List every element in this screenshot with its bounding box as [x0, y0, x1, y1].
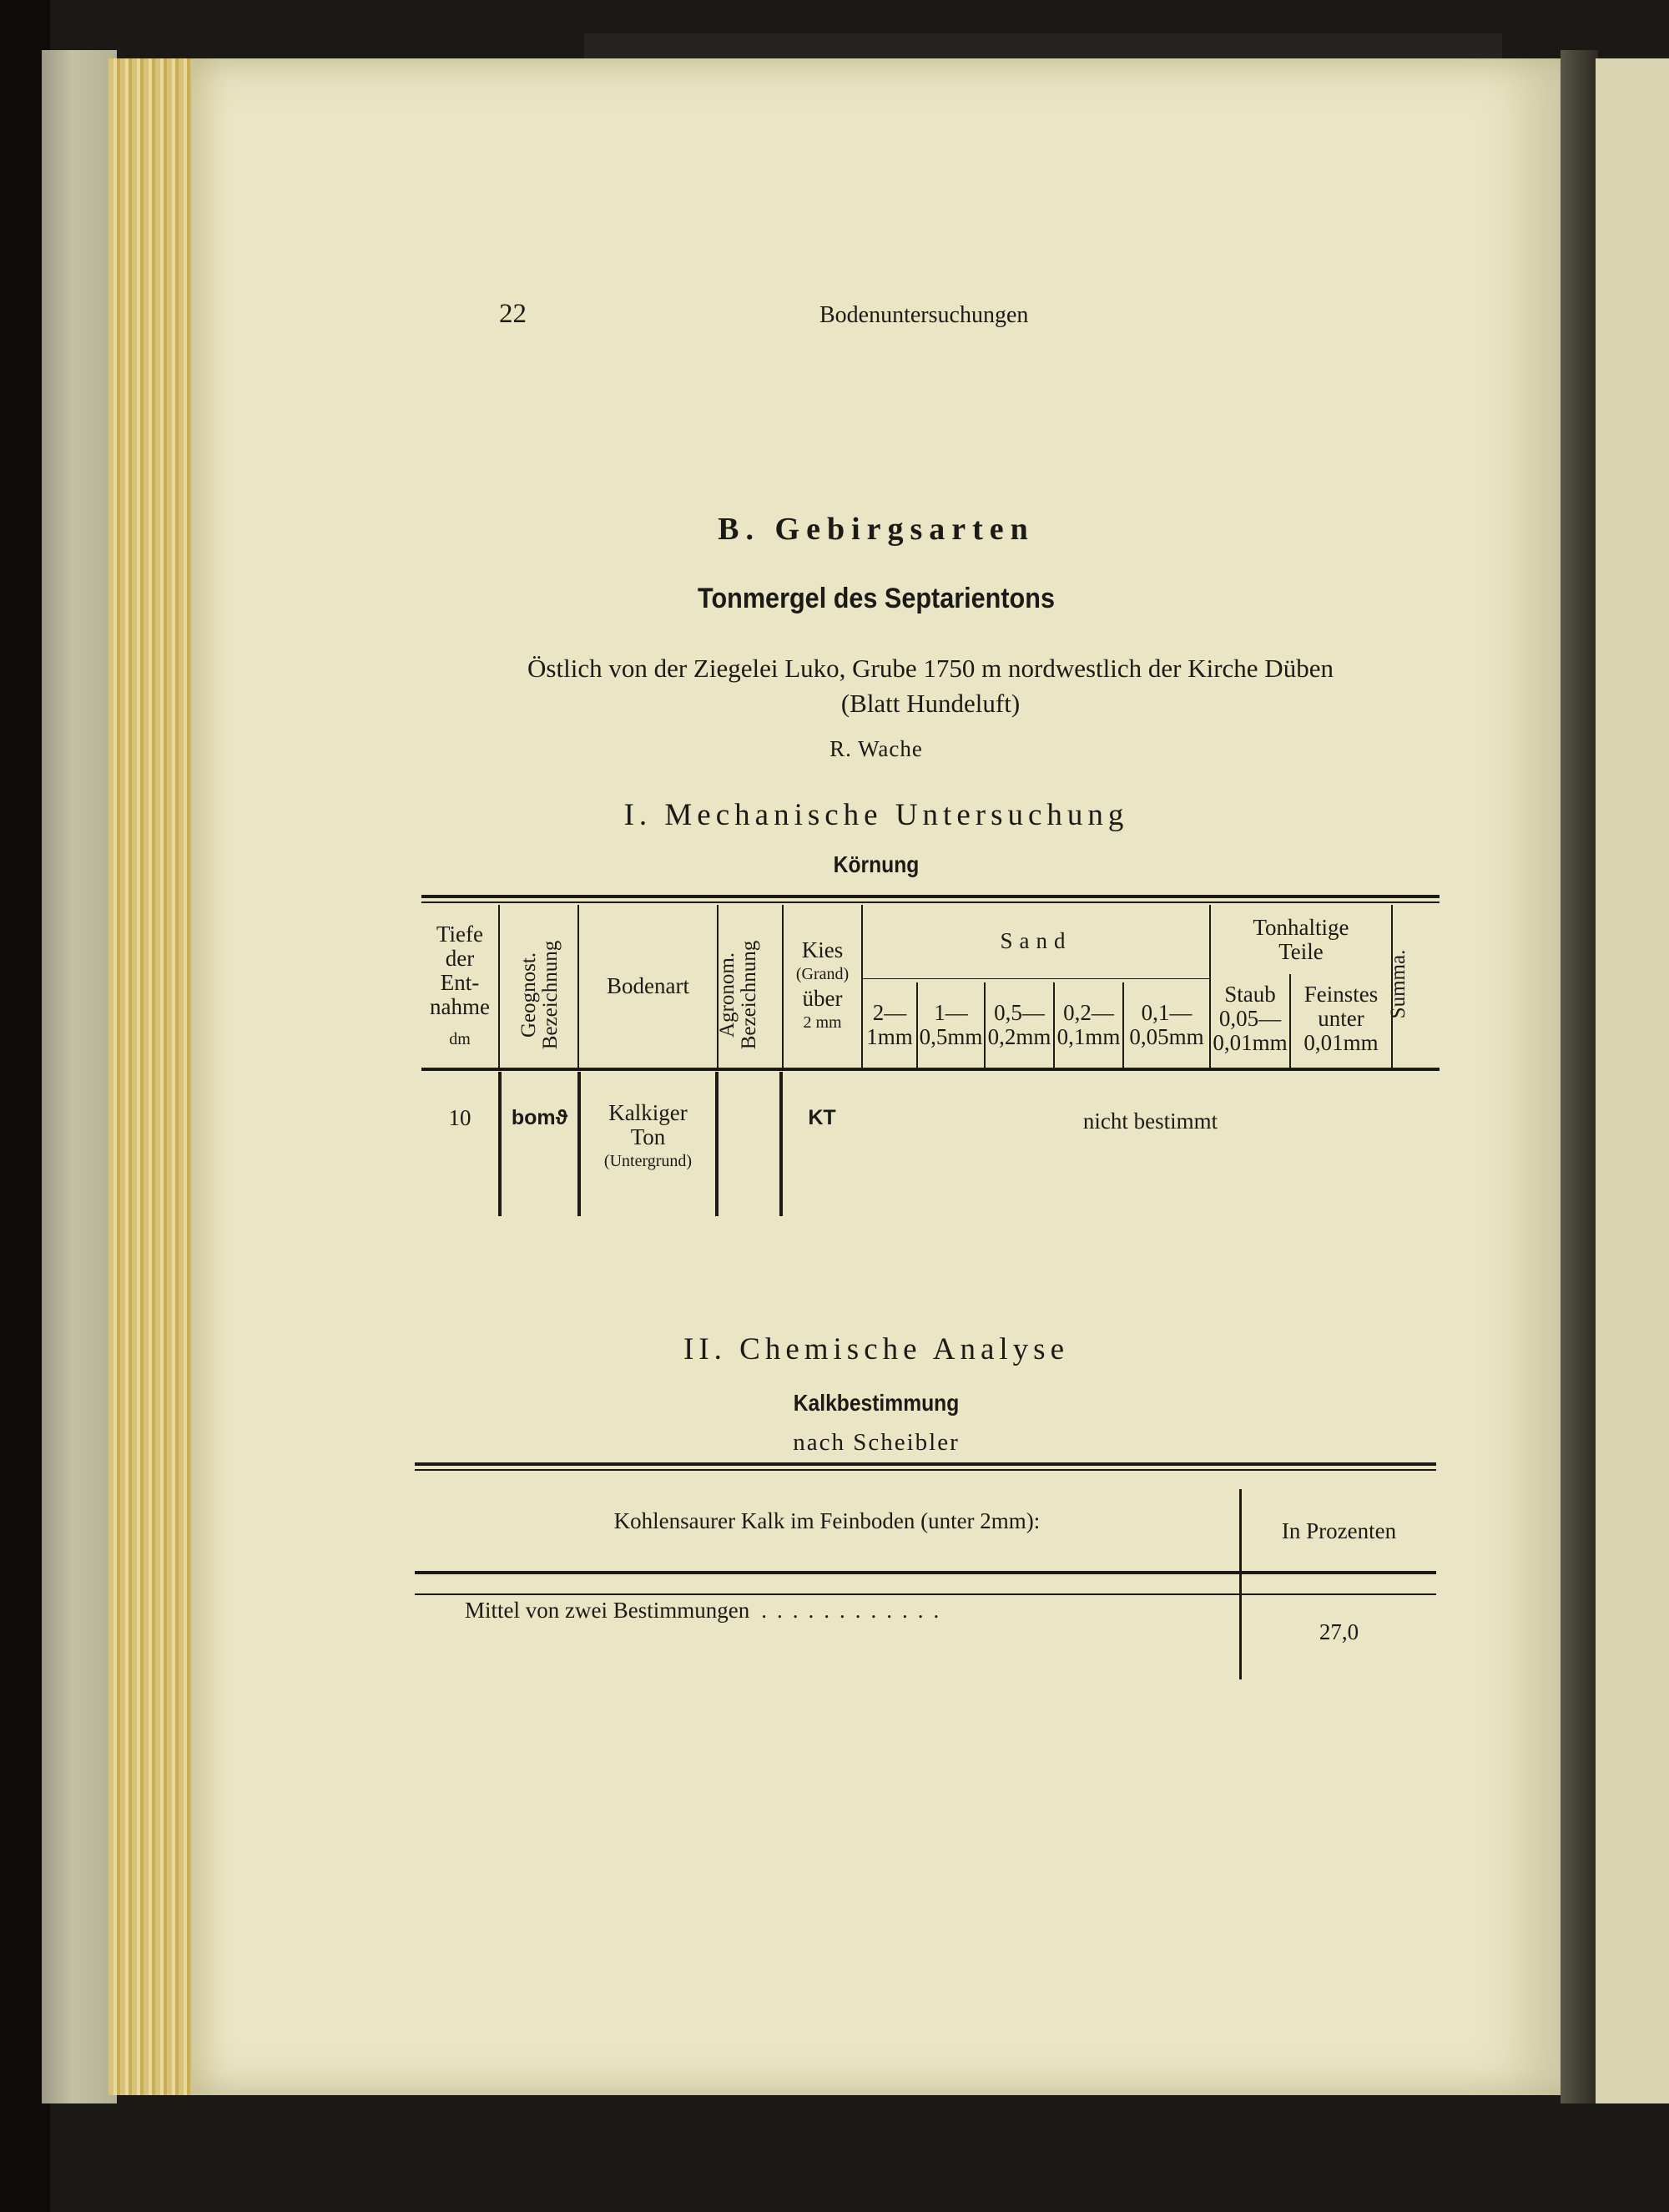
header-tonhaltige	[1211, 913, 1391, 967]
mechanical-subheading: Körnung	[833, 851, 920, 877]
table-rule-top	[421, 895, 1440, 898]
feinstes-line: unter	[1318, 1005, 1364, 1031]
table-rule-top	[415, 1462, 1436, 1466]
header-kies-line: (Grand)	[795, 965, 850, 983]
row-geognost-value: bomϑ	[511, 1105, 568, 1129]
location-text	[455, 651, 1406, 721]
header-sand-col	[986, 985, 1053, 1065]
chem-row-value-text: 27,0	[1319, 1619, 1359, 1644]
location-line-1: Östlich von der Ziegelei Luko, Grube 1750 m nordwestlich der Kirche Düben	[527, 654, 1334, 683]
table-vline	[715, 1072, 719, 1216]
sand-col-line: 2—	[872, 1000, 907, 1025]
header-geognost-line: Bezeichnung	[539, 940, 562, 1050]
book-cover-strip	[42, 50, 117, 2103]
section-title: Tonmergel des Septarientons	[698, 583, 1055, 614]
header-sand-col	[918, 985, 984, 1065]
row-bodenart-line: Ton	[630, 1124, 666, 1149]
header-agronom-line: Agronom.	[716, 952, 739, 1038]
table-rule-header	[421, 1068, 1440, 1071]
header-bodenart-label: Bodenart	[607, 973, 689, 998]
table-rule-body	[415, 1593, 1436, 1595]
chem-row-value	[1242, 1611, 1436, 1653]
chemical-method: nach Scheibler	[793, 1429, 960, 1456]
summa-label: Summa.	[1387, 949, 1409, 1019]
chem-row	[465, 1598, 1233, 1624]
sand-col-line: 0,05mm	[1129, 1024, 1204, 1049]
header-bodenart	[579, 905, 717, 1068]
location-line-2: (Blatt Hundeluft)	[840, 689, 1021, 718]
header-geognost	[518, 916, 562, 1074]
sand-col-line: 0,5—	[994, 1000, 1045, 1025]
sand-col-line: 1mm	[866, 1024, 913, 1049]
header-agronom-line: Bezeichnung	[738, 940, 760, 1050]
header-tiefe-unit: dm	[449, 1029, 471, 1048]
table-vline	[498, 905, 500, 1068]
feinstes-line: Feinstes	[1303, 981, 1379, 1007]
header-kies-line: 2 mm	[803, 1013, 842, 1032]
mechanical-heading: I. Mechanische Untersuchung	[623, 798, 1129, 832]
header-tiefe-line: nahme	[430, 993, 490, 1019]
sand-col-line: 0,1mm	[1056, 1024, 1121, 1049]
row-geognost	[502, 1072, 577, 1164]
running-head: Bodenuntersuchungen	[819, 302, 1029, 328]
table-rule-header	[415, 1571, 1436, 1574]
header-sand-col	[1055, 985, 1122, 1065]
sand-col-line: 0,5mm	[919, 1024, 983, 1049]
row-bodenart-line: (Untergrund)	[603, 1151, 693, 1170]
feinstes-line: 0,01mm	[1303, 1029, 1379, 1055]
header-agronom	[717, 916, 760, 1074]
header-sand-col	[863, 985, 916, 1065]
chem-col-label-text: Kohlensaurer Kalk im Feinboden (unter 2mm):	[613, 1507, 1041, 1533]
sand-col-line: 0,2—	[1063, 1000, 1114, 1025]
chemical-heading: II. Chemische Analyse	[683, 1332, 1069, 1366]
sand-col-line: 1—	[934, 1000, 968, 1025]
header-tiefe-line: Tiefe	[436, 921, 483, 947]
chem-row-dots: ............	[761, 1598, 950, 1623]
sand-subrule	[861, 978, 1209, 979]
row-bodenart	[581, 1078, 715, 1195]
chem-row-label: Mittel von zwei Bestimmungen	[465, 1598, 750, 1623]
header-kies-line: über	[802, 986, 843, 1011]
header-feinstes	[1291, 972, 1391, 1065]
table-rule-top-thin	[415, 1469, 1436, 1471]
section-heading: B. Gebirgsarten	[718, 512, 1035, 547]
next-page-edge	[1596, 58, 1669, 2103]
chem-col-label	[415, 1487, 1239, 1554]
mechanical-table	[421, 895, 1440, 1216]
chemical-subheading: Kalkbestimmung	[793, 1390, 960, 1416]
header-tiefe-line: Ent-	[440, 969, 480, 995]
header-staub	[1211, 972, 1289, 1065]
tonhaltige-line: Teile	[1278, 939, 1324, 964]
header-kies-line: Kies	[801, 937, 844, 962]
header-geognost-line: Geognost.	[517, 952, 540, 1038]
header-tiefe	[421, 912, 498, 1062]
sand-col-line: 0,1—	[1141, 1000, 1193, 1025]
row-agronom	[783, 1072, 861, 1164]
header-sand-label: Sand	[1000, 927, 1072, 953]
author: R. Wache	[829, 736, 923, 761]
page-number: 22	[499, 299, 527, 329]
header-sand-col	[1124, 985, 1209, 1065]
row-agronom-value: KT	[808, 1105, 836, 1129]
header-summa	[1388, 942, 1409, 1026]
row-result-value: nicht bestimmt	[1082, 1108, 1218, 1134]
staub-line: Staub	[1224, 981, 1276, 1007]
header-sand	[863, 912, 1209, 970]
staub-line: 0,01mm	[1213, 1029, 1288, 1055]
sand-col-line: 0,2mm	[987, 1024, 1051, 1049]
chem-col-unit-text: In Prozenten	[1281, 1518, 1397, 1543]
book-gutter	[1561, 50, 1598, 2103]
header-kies	[784, 912, 861, 1062]
chemical-table	[415, 1462, 1436, 1679]
table-rule-top-thin	[421, 901, 1440, 903]
header-tiefe-line: der	[445, 945, 475, 971]
staub-line: 0,05—	[1218, 1005, 1282, 1031]
row-bodenart-line: Kalkiger	[608, 1099, 688, 1125]
tonhaltige-line: Tonhaltige	[1253, 915, 1349, 940]
row-tiefe-value: 10	[448, 1104, 471, 1130]
chem-col-unit	[1242, 1496, 1436, 1567]
book-top-board	[584, 33, 1502, 58]
row-result	[861, 1072, 1440, 1170]
row-tiefe	[421, 1072, 498, 1164]
